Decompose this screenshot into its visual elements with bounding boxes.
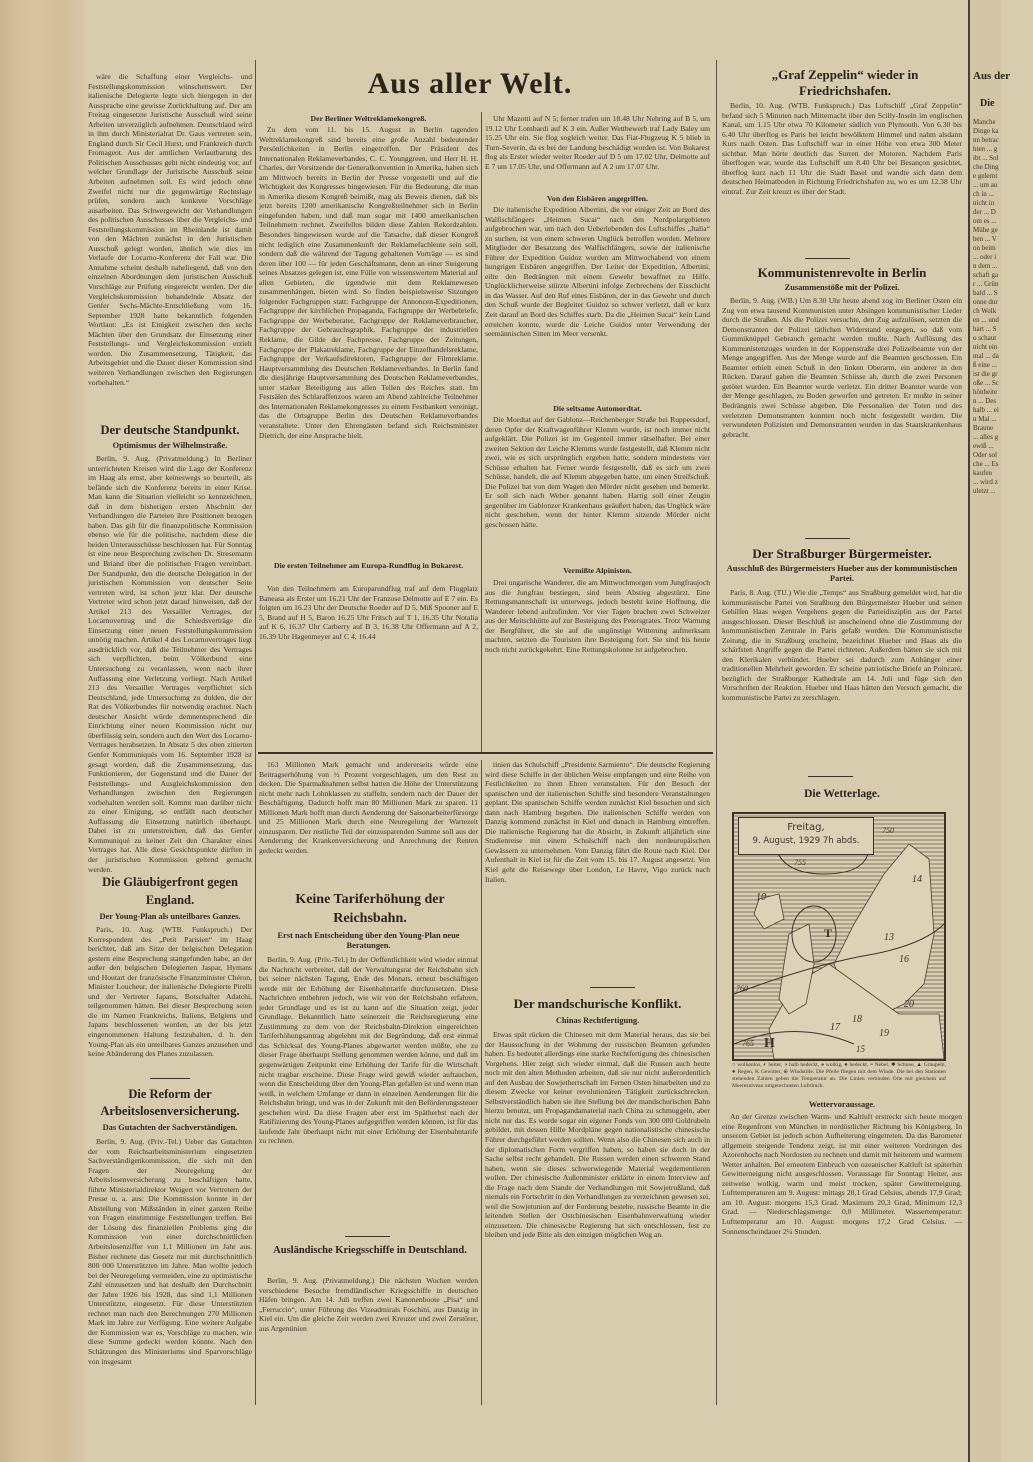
map-label: 755 <box>794 858 806 867</box>
article-body: Berlin, 9. Aug. (Privatmeldung.) Die nächsten Wochen werden verschiedene Besuche fremdländischer Kriegsschiffe in deutschen Häfen bringen. Am 14. Juli treffen zwei Kanonenboote „Pisa“ und „Ferruccio“, unter Führung des Vizeadmirals Foschini, aus Danzig in Kiel ein. Um die gleiche Zeit werden zwei Kreuzer und zwei Zerstörer, aus Argentinien <box>259 1276 478 1333</box>
separator-rule <box>805 538 850 539</box>
headline: Kommunistenrevolte in Berlin <box>757 265 927 280</box>
map-label: 750 <box>882 826 894 835</box>
headline: Keine Tariferhöhung der Reichsbahn. <box>295 892 445 926</box>
map-label: 18 <box>852 1014 862 1025</box>
subheadline: Der Young-Plan als unteilbares Ganzes. <box>99 912 241 921</box>
separator-rule <box>150 1078 190 1079</box>
map-label: 19 <box>879 1028 889 1039</box>
subheadline: Wettervoraussage. <box>808 1100 876 1109</box>
subheadline: Vermißte Alpinisten. <box>563 566 632 575</box>
headline: Der mandschurische Konflikt. <box>513 996 682 1011</box>
article-body: Uhr Mazotti auf N 5; ferner trafen um 18.48 Uhr Nehring auf B 5, um 19.12 Uhr Lombardi auf K 3 ein. Außer Wettbewerb traf Lady Baley um 15.25 Uhr ein. Sie flog sogleich weiter. Das Fiat-Flugzeug K 5 blieb in Turn-Severin, da es bei der Landung beschädigt worden ist. Von Bukarest flog als Erster wieder weiter Roeder auf D 5 um 17.02 Uhr, Delmotte auf E 7 um 17.05 Uhr, und Offermann auf A 2 um 17.07 Uhr. <box>485 114 710 171</box>
column-divider <box>255 60 256 1405</box>
column-divider <box>481 760 482 1405</box>
article-body: Berlin, 9. Aug. (Priv.-Tel.) Ueber das Gutachten der vom Reichsarbeitsministerium eingesetzten Sachverständigenkommission, die sich mit den Fragen der Neuregelung der Arbeitslosenversicherung zu beschäftigen hatte, führte Ministerialdirektor Weigert vor Vertretern der Presse u. a. aus: Die Kommission konnte in der Abstellung von Mißständen in einer ganzen Reihe von Fragen einstimmige Feststellungen treffen. Bei der Lösung des finanziellen Problems ging die Kommission von einer durchschnittlichen Arbeitslosenziffer von 1,1 Millionen im Jahr aus. Bisher rechnete das Gesetz nur mit durchschnittlich 800 000 Unterstützten im Jahre. Man wollte jedoch bei der Neuregelung vermeiden, eine zu optimistische Zahl einzusetzen und hat deshalb den Durchschnitt der Jahre 1926 bis 1928, das sind 1,1 Millionen Unterstützte, eingesetzt. Für diese Unterstützten rechnet man nach den Berechnungen 270 Millionen Mark im Jahre zur Verfügung. Eine weitere Aufgabe der Kommission war es, Vorschläge zu machen, wie diese Summe gedeckt werden könnte. Nach den Schätzungen des Ministeriums sind Sparvorschläge von insgesamt <box>88 1137 252 1366</box>
separator-rule <box>808 776 853 777</box>
subheadline: Chinas Rechtfertigung. <box>555 1016 640 1025</box>
subheadline: Erst nach Entscheidung über den Young-Plan neue Beratungen. <box>277 931 460 950</box>
article-body: Zu dem vom 11. bis 15. August in Berlin tagenden Weltreklamekongreß sind bereits eine große Anzahl bedeutender Persönlichkeiten in Berlin eingetroffen. Der Präsident des Internationalen Reklameverbandes, C. C. Younggreen, und Herr H. H. Charles, der Vorsitzende der Generalkonvention in Amerika, haben sich am Mittwoch bereits in Berlin der Presse vorgestellt und auf die Wichtigkeit des Kongresses hingewiesen. Für die Bedeutung, die man in Amerika diesem Kongreß beimißt, mag als Beweis dienen, daß bis jetzt bereits 1200 amerikanische Kongreßteilnehmer sich in Berlin eingefunden haben, und daß man sogar mit 1400 amerikanischen Teilnehmern rechnet. Zweifellos bilden diese Zahlen Rekordzahlen. Besonders hingewiesen wurde auf die Tatsache, daß dieser Kongreß nicht lediglich eine Zusammenkunft der Reklamefachleute sein soll, sondern daß die während der Tagung gehaltenen Vorträge — es sind deren über 100 — für jeden Geschäftsmann, denn an einer Steigerung seines Absatzes gelegen ist, eine Fülle von wissenswertem Material auf allen Gebieten, die irgendwie mit dem Reklamewesen zusammenhängen, bieten wird. So finden beispielsweise Sitzungen folgender Fachgruppen statt: Fachgruppe der Annoncen-Expeditionen, Fachgruppe der kirchlichen Propaganda, Fachgruppe der Werbebriefe, Fachgruppe der Werbeberater, Fachgruppe der Reklameverbraucher, Fachgruppe der Gebrauchsgraphik, Fachgruppe der industriellen Reklame, die Gilde der Fachpresse, Fachgruppe der Zeitungen, Fachgruppe der Plakatreklame, Fachgruppe der Einzelhandelsreklame, Fachgruppe der Verkaufsdirektoren, Fachgruppe der Filmreklame. Hauptversammlung des Deutschen Reklameverbandes. In Berlin fand die diesjährige Hauptversammlung des Deutschen Reklameverbandes, unter starker Beteiligung aus allen Teilen des Reiches statt. Im Festsälen des Schlaraffenzoos waren am Abend zahlreiche Teilnehmer des Internationalen Reklamekongresses zu einem Festbankett vereinigt, das die Ortsgruppe Berlin des Deutschen Reklameverbandes veranstaltete. Unter den Ehrengästen befand sich Reichsminister Dietrich, der eine Ansprache hielt. <box>259 125 478 440</box>
article-body: Berlin, 10. Aug. (WTB. Funkspruch.) Das Luftschiff „Graf Zeppelin“ befand sich 5 Minuten nach Mitternacht über den Scilly-Inseln im englischen Kanal, um 1.15 Uhr etwa 70 Kilometer südlich von Plymouth. Von 6.30 bis 6.40 Uhr überflog es Paris bei leicht bewölktem Himmel und nahm alsdann Kurs nach Osten. Das Luftschiff war in einer Höhe von etwa 300 Meter sichtbar. Man hörte deutlich das Surren der Motoren. Nachdem Paris überflogen war, wurde das Luftschiff um 8.40 Uhr bei Besançon gesichtet, überflog kurz nach 11 Uhr die Stadt Basel und wandte sich dann dem deutschen Heimatboden in Richtung Friedrichshafen zu, wo es um 12.38 Uhr eintraf. Zur Zeit kreuzt es über der Stadt. <box>722 101 962 196</box>
headline: Der Straßburger Bürgermeister. <box>752 546 932 561</box>
weather-headline: Die Wetterlage. <box>804 788 880 800</box>
section-rule <box>258 752 713 754</box>
column-divider <box>481 112 482 752</box>
column-divider <box>716 60 717 1405</box>
separator-rule <box>345 1236 390 1237</box>
headline: Der deutsche Standpunkt. <box>100 423 240 437</box>
adjacent-page-text: Manche Dinge kann betrachten ... gibt ... Solche Dinge gelernt ... um auch in ... nicht in der ... Dom es ... Mühe geben ... Von beim ... oder in dem ... schaft gar ... Grün bald ... Sonne durch Wolken ... und hart ... So schaut nicht einmal ... daß eine ... ist die große ... Schönheiten ... Deshalb ... ein Mal ... Braune ... alles gewiß ... Oder solche ... Es kaufen ... wird zuletzt ... <box>973 118 999 495</box>
article-body: Drei ungarische Wanderer, die am Mittwochmorgen vom Jungfraujoch aus die Jungfrau bestiegen, sind beim Abstieg abgestürzt. Eine Rettungsmannschaft ist unterwegs, jedoch besteht keine Hoffnung, die Wanderer lebend aufzufinden. Vor vier Tagen brachen zwei Schweizer aus der Meitschhütte auf zur Besteigung des Petersgrates. Trotz Warnung der Bergführer, die sie auf die ungünstige Witterung aufmerksam machten, setzten die Touristen ihre Besteigung fort. Sie sind bis heute noch nicht zurückgekehrt. Eine Rettungskolonne ist aufgebrochen. <box>485 578 710 654</box>
map-label: 15 <box>856 1044 865 1054</box>
headline: Die Reform der Arbeitslosenversicherung. <box>100 1087 240 1118</box>
map-label: 13 <box>884 932 894 943</box>
map-title-box <box>738 817 874 855</box>
map-label: 760 <box>736 984 748 993</box>
map-label: 14 <box>912 874 922 885</box>
article-body: Berlin, 9. Aug. (Priv.-Tel.) In der Oeffentlichkeit wird wieder einmal die Nachricht verbreitet, daß der Verwaltungsrat der Reichsbahn sich bei seiner nächsten Tagung, Ende des Monats, erneut beschäftigen werde mit der Erhöhung der Eisenbahntarife durchzusetzen. Diese Nachrichten entbehren jedoch, wie wir von der Reichsbahn erfahren, jeder Grundlage und es ist zu kann auf die Situation zeigt, jeder Grundlage. Bekanntlich hatte seinerzeit die Reichsregierung eine Zustimmung zu dem von der Reichsbahn-Direktion eingereichten Tariferhöhungsantrag abgelehnt mit der Begründung, daß erst einmal das Schicksal des Young-Planes abgewartet werden müßte, ehe zu dieser Frage überhaupt Stellung genommen werden könne, und daß im gegenwärtigen Zeitpunkt eine Erhöhung der Tarife für die Wirtschaft nicht tragbar erscheine. Diese Frage wird gewiß wieder auftauchen, wenn die Entscheidung über den Young-Plan gefallen ist und wenn man weiß, in welchem Umfange er dann in einzelnen Aenderungen für die Reichsbahn bringt, und was in der Zukunft mit den Beförderungssteuer geschehen wird. Da diese Fragen aber erst im Spätherbst nach der Ratifizierung des Young-Planes aufgegriffen werden können, ist für das laufende Jahr überhaupt nicht mit einer Erhöhung der Eisenbahntarife zu rechnen. <box>259 955 478 1146</box>
map-legend-caption: ○ wolkenlos, ◐ heiter, ◑ halb bedeckt, ◕ wolkig, ● bedeckt, ≡ Nebel, ✱ Schnee, ▲ Graupeln, ● Regen, K Gewitter, ⊕ Windstille. Die Pfeile fliegen mit dem Winde. Die bei den Stationen stehenden Zahlen geben die Temperatur an. Die Linien verbinden Orte mit gleichem auf Meeresniveau umgerechneten Luftdruck. <box>732 1062 946 1089</box>
subheadline: Optimismus der Wilhelmstraße. <box>112 441 228 450</box>
article-body: An der Grenze zwischen Warm- und Kaltluft erstreckt sich heute morgen eine Regenfront von München in nordöstlicher Richtung bis Königsberg. In unserem Gebiet ist jedoch schon Aufheiterung eingetreten. Da das Barometer allgemein steigende Tendenz zeigt, ist mit einer weiteren Vordringen des Azorenhochs nach Nordosten zu rechnen und damit mit heiterem und warmem Wetter anhalten. Bei erneutem Einbruch von ozeanischer Kaltluft ist späterhin Gewitterneigung nicht ausgeschlossen. Voraussage für Sonntag: Heiter, aus zeitweise wolkig, warm und meist trocken, später Gewitterneigung. Lufttemperaturen am 9. August: mittags 20,1 Grad Celsius, abends 17,9 Grad; am 10. August: morgens 15,3 Grad. Maximum 20,3 Grad, Minimum 12,3 Grad. — Niederschlagsmenge: 0,0 Millimeter. Wassertemperatur: Lufttemperatur am 10. August: morgens 17,2 Grad Celsius. — Sonnenscheindauer 2¼ Stunden. <box>722 1112 962 1236</box>
map-label: 17 <box>830 1022 840 1033</box>
map-label: 765 <box>742 1039 754 1048</box>
separator-rule <box>590 987 635 988</box>
low-pressure-marker: T <box>824 926 833 940</box>
subheadline: Das Gutachten der Sachverständigen. <box>102 1123 238 1132</box>
adjacent-page-edge <box>968 0 1010 1462</box>
headline: Ausländische Kriegsschiffe in Deutschland. <box>273 1245 467 1256</box>
subheadline: Die seltsame Automordtat. <box>553 404 642 413</box>
page-fold-margin <box>0 0 86 1462</box>
map-title-line2: 9. August, 1929 7h abds. <box>752 836 860 846</box>
article-body: Berlin, 9. Aug. (Privatmeldung.) In Berliner unterrichteten Kreisen wird die Lage der Konferenz im Haag als ernst, aber keineswegs so beurteilt, als befände sich die Konferenz bereits in einer Krise. Man kann die Situation vielleicht so kennzeichnen, daß in dem bisherigen ersten Abschnitt der Verhandlungen die Parteien ihre Positionen bezogen haben. Das gilt für die finanzpolitische Kommission ebenso wie für die politische, nachdem diese die beiden Unterausschüsse beschlossen hat. Für Sonntag ist eine neue Besprechung zwischen Dr. Stresemann und Briand über die politischen Fragen vereinbart. Der Standpunkt, den die deutsche Delegation in der juristischen Kommission von deutscher Seite vertreten wird, ist schon jetzt klar. Der deutsche Vertreter wird schon jetzt darauf hinweisen, daß der Artikel 213 des Versailler Vertrages, der Locarnovertrag und die Schiedsverträge die Einsetzung einer neuen Feststellungskommission unnötig machen. Artikel 4 des Locarnovertrages liegt ausdrücklich vor, daß die Teilnehmer des Vertrages sich verpflichten, beim Völkerbund eine Untersuchung zu veranlassen, wenn nach ihrer Auffassung eine Verletzung vorliegt. Nach Artikel 213 des Versailler Vertrages verpflichtet sich Deutschland, jede Untersuchung zu dulden, die der Rat des Völkerbundes für notwendig erachtet. Nach deutscher Ansicht würde demnentsprechend die Einrichtung einer neuen Kommission nicht nur überflüssig sein, sondern auch den Wert des Locarno-Vertrages herabsetzen. In Absatz 5 des oben zitierten Genfer Kommuniqués vom 16. September 1928 ist gesagt worden, daß die Zusammensetzung, das Funktionieren, der Gegenstand und die Dauer der Feststellungs- und Ausgleichskommission den Verhandlungen zwischen den Regierungen vorbehalten werden soll. Kommt man darüber nicht zu einer Einigung, so entfällt nach deutscher Auffassung die Einsetzung natürlich überhaupt. Dabei ist zu unterstreichen, daß das Genfer Kommuniqué zu keiner Zeit den Charakter eines Vertrages hat. Alle diese Gesichtspunkte dürften in der juristischen Kommission geltend gemacht werden. <box>88 454 252 874</box>
article-body: tinien das Schulschiff „Presidente Sarmiento“. Die deutsche Regierung wird diese Schiffe in der üblichen Weise empfangen und eine Reihe von Festlichkeiten zu ihren Ehren veranstalten. Für den Besuch der spanischen und der italienischen Schiffe sind besondere Veranstaltungen geplant. Die spanischen Schiffe werden zunächst Kiel besuchen und sich dann nach Hamburg begeben. Die italienischen Schiffe werden von Danzig kommend zunächst in Kiel und danach in Hamburg eintreffen. Die italienische Regierung hat die Absicht, in Zukunft alljährlich eine Studienreise mit einem Schulschiff nach den nordeuropäischen Gewässern zu unternehmen. Vom Danzig fährt die Route nach Kiel. Der Aufenthalt in Kiel ist für die Zeit vom 15. bis 17. August angesetzt. Von Kiel geht die Reisewege über London, Le Havre, Vigo zurück nach Italien. <box>485 760 710 884</box>
subheadline: Ausschluß des Bürgermeisters Hueber aus der kommunistischen Partei. <box>726 564 958 583</box>
subheadline: Von den Eisbären angegriffen. <box>547 194 648 203</box>
article-body: wäre die Schaffung einer Vergleichs- und Feststellungskommission wünschenswert. Der italienische Delegierte legte sich hiergegen in der Aussprache eine gewisse Zurückhaltung auf. Der am Freitag eingesetzte Juristische Ausschuß wird seine Arbeiten unverzüglich aufnehmen. Deutschland wird in ihm durch Ministerialrat Dr. Gaus vertreten sein, England durch Sir Cecil Hurst, und Frankreich durch Fromageot. Aus der amtlichen Verlautbarung des Politischen Ausschusses geht nicht eindeutig vor, auf welcher Grundlage der Juristische Ausschuß seine Arbeiten aufnehmen soll. Es wird jedoch ohne Zweifel nicht nur die gegenwärtige Rechtslage prüfen, sondern auch konkrete Vorschläge ausarbeiten. Das Schwergewicht der Verhandlungen des politischen Ausschusses über die Vergleichs- und Feststellungskommission im Rheinlande ist damit von den Mächten zunächst in den Juristischen Ausschuß gelegt worden, ähnlich wie dies im Verlaufe der Locarno-Konferenz der Fall war. Die Annahme scheint deshalb naheliegend, daß von den einzelnen Abordnungen dem juristischen Ausschuß Vorschläge zur Prüfung eingereicht werden. Der die Vergleichskommission behandelnde Absatz der Genfer Sechs-Mächte-Entschließung vom 16. September 1928 hatte bekanntlich folgenden Wortlaut: „Es ist Einigkeit zwischen den sechs Mächten über den Grundsatz der Einsetzung einer Feststellungs- und Vergleichskommission erzielt worden. Die Zusammensetzung, Tätigkeit, das Arbeitsgebiet und die Dauer dieser Kommission sind weiteren Verhandlungen zwischen den Regierungen vorbehalten.“ <box>88 72 252 387</box>
article-body: Etwas spät rücken die Chinesen mit dem Material heraus, das sie bei der Haussuchung in der Wohnung der russischen Beamten gefunden haben. Es bedeutet allerdings eine starke Rechtfertigung des chinesischen Vorgehens. Hier zeigt sich wieder einmal, daß die Russen auch heute noch mit den alten Methoden arbeiten, daß sie nur nicht außerordentlich auf den Ausbau der Sowjetherrschaft im Fernen Osten hinarbeiten und zu diesem Zwecke vor keiner revolutionären Tätigkeit zurückschrecken. Selbstverständlich haben sie ihre Stellung bei der mandschurischen Bahn hierzu benutzt, um Propagandamaterial nach China zu schmuggeln, aber nicht nur das. Es wurde sogar ein eigener Fonds von 300 000 Goldrubeln gebildet, mit dessen Hilfe Mordpläne gegen nationalistische chinesische Führer durchgeführt werden sollten. Wenn also die Chinesen sich auch in der diplomatischen Form vergriffen haben, so haben sie doch in der Sache selbst recht gehandelt. Die Russen werden einen schweren Stand haben, wenn sie dieses schwerwiegende Material wegdementieren wollen. Der chinesische Außenminister erklärte in einem Interview auf die Frage nach dem Stande der Verhandlungen mit Sowjetrußland, daß niemals ein Fortschritt in den Verhandlungen zu verzeichnen gewesen sei, weil die Sowjetunion auf der Forderung bestehe, russische Beamte in die leitenden Stellen der Ostchinesischen Eisenbahnverwaltung wieder einzusetzen. Die chinesische Regierung hat sich entschlossen, fest zu bleiben und jede Bitte als den einzigen möglichen Weg an. <box>485 1030 710 1240</box>
weather-map <box>732 812 946 1061</box>
map-title-line1: Freitag, <box>787 822 825 833</box>
separator-rule <box>805 258 850 259</box>
subheadline: Die ersten Teilnehmer am Europa-Rundflug in Bukarest. <box>273 561 464 570</box>
headline: Die Gläubigerfront gegen England. <box>102 875 238 907</box>
subheadline: Der Berliner Weltreklamekongreß. <box>310 114 427 123</box>
article-body: Paris, 8. Aug. (TU.) Wie die „Temps“ aus Straßburg gemeldet wird, hat die kommunistische Partei von Straßburg den Bürgermeister Hueber und seinen Gehilfen Haas wegen Vergehens gegen die Parteidisziplin aus der Partei ausgeschlossen. Dieser Beschluß ist anscheinend ohne die Zustimmung der kommunistischen Zentrale in Paris gefaßt worden. Die Kommunistische Zeitung, die in Straßburg erscheint, bezeichnet Hueber und Haas als die schärfsten Angriffe gegen die Partei richteten. Außerdem hätten sie sich mit den Klerikalen verbündet. Hueber sei dadurch zum Anhänger einer traditionellen Mehrheit geworden. Er scheine patriotische Briefe an Poincaré, bezüglich der Straßburger Kathedrale am 14. Juli und füge sich den Vorschriften der Reaktion. Hueber und Haas hätten den Versuch gemacht, die kommunistische Partei zu zerschlagen. <box>722 588 962 703</box>
subheadline: Zusammenstöße mit der Polizei. <box>784 283 900 292</box>
high-pressure-marker: H <box>764 1036 775 1051</box>
article-body: 163 Millionen Mark gemacht und andererseits würde eine Beitragserhöhung von ½ Prozent vorgeschlagen, um den Rest zu decken. Die Sparmaßnahmen selbst hatten die Höhe der Unterstützung nicht mehr nach Lohnklassen zu staffeln, sondern nach der Dauer der Beschäftigung. Dadurch hofft man 80 Millionen Mark zu sparen. 11 Millionen Mark hofft man durch Aenderung der Saisonarbeiterfürsorge und 25 Millionen Mark durch eine Neuregelung der Wartezeit einzusparen. Der restliche Teil der einzusparenden Summe soll aus der Aenderung der Krankenversicherung und Anrechnung der Renten gedeckt werden. <box>259 760 478 855</box>
article-body: Die italienische Expedition Albertini, die vor einiger Zeit an Bord des Walfischfängers „Heimen Sucai“ nach den Nordpolargebieten aufgebrochen war, um nach den Ueberlebenden des Luftschiffes „Italia“ zu suchen, ist von einem schweren Unglück betroffen worden. Mehrere Mitglieder der Besatzung des Walfischfängers, sowie der italienische Führer der Expedition Guidoz wurden am Mittwochabend von einem hungrigen Eisbären angegriffen. Der Leiter der Expedition, Albertini, eilte den Bedrängten mit einem Gewehr bewaffnet zu Hilfe. Unglücklicherweise stürzte Albertini infolge Zerbrechens der Eisschicht in das Wasser. Auf den Ruf eines Eisbären, der in das Gewehr und durch den Schuß wurde der Begleiter Guidoz so schwer verletzt, daß er kurz Zeit darauf an Bord des Schiffes starb. Da die „Heimen Sucai“ kein Land erreichen konnte, wurde die Leiche Guidos unter Verwendung der seemännischen Sitten im Meer versenkt. <box>485 205 710 339</box>
article-body: Von den Teilnehmern am Europarundflug traf auf dem Flugplatz Baneasa als Erster um 16.21 Uhr der Franzose Delmotte auf E 7 ein. Es folgten um 16.23 Uhr der Deutsche Roeder auf D 5, Miß Spooner auf E 5, Brand auf H 5, Baron 16.25 Uhr Fritsch auf T 1, 16.35 Uhr Notalia auf K 6, 16.37 Uhr Carberry auf B 3, 16.38 Uhr Offermann auf A 2, 16.39 Uhr Hagenmeyer auf C 4, 16.44 <box>259 584 478 641</box>
page-title: Aus aller Welt. <box>367 67 573 100</box>
adjacent-page-subheading: Die <box>980 98 995 109</box>
article-body: Die Mordtat auf der Gablonz—Reichenberger Straße bei Ruppersdorf, deren Opfer der Kraftwagenführer Klemm wurde, ist noch immer nicht aufgeklärt. Die Polizei ist im Gegenteil immer rätselhafter. Bei einer zweiten Sektion der Leiche Klemms wurde festgestellt, daß Klemm nicht zwei, wie es sich ursprünglich ergeben hatte, sondern mindestens vier Schüsse erhalten hat. Ferner wurde festgestellt, daß es sich um zwei Schüsse, handelt, die auf Klemm abgegeben hatte, um einen Streifschuß. Die Polizei hat von dem Wagen den Mörder nicht gesehen und bemerkt. Er soll sich nach Weber genannt haben. Hartig soll einer Zeugin gegenüber im Gablonzer Krankenhaus geäußert haben, das Unglück wäre nicht geschehen, wenn der hinter Klemm sitzende Mörder nicht geschossen hätte. <box>485 415 710 530</box>
article-body: Paris, 10. Aug. (WTB. Funkspruch.) Der Korrespondent des „Petit Parisien“ im Haag berichtet, daß am Sitze der belgischen Delegation gestern eine Besprechung stattgefunden habe, an der außer den belgischen Delegierten Jaspar, Hymans und Houtart der französische Finanzminister Chéron, Minister Loucheur, der italienische Delegierte Pirelli und der Vertreter Japans, Botschafter Adatchi, teilgenommen hätten. Bei dieser Besprechung seien die im Namen Frankreichs, Italiens, Belgiens und Japans beschlossenen worden, an der bis jetzt eingenommenen Haltung festzuhalten, d. h. den Young-Plan als ein unteilbares Ganzes anzusehen und keine Abänderung des Planes zuzulassen. <box>88 925 252 1059</box>
map-label: 10 <box>756 892 766 903</box>
map-label: 20 <box>904 999 914 1010</box>
article-body: Berlin, 9. Aug. (WB.) Um 8.30 Uhr heute abend zog im Berliner Osten ein Zug von etwa tausend Kommunisten unter Absingen kommunistischer Lieder durch die Straßen. Als die Polizei versuchte, den Zug aufzulösen, setzten die Demonstranten der Polizei tätlichen Widerstand entgegen, so daß vom Gummiknüppel Gebrauch gemacht werden mußte. Nach Auflösung des Kommunistenzuges wurden in der Koppenstraße drei Polizeibeamte von der Menge angegriffen. Aus der Menge wurde auf die Beamten geschossen. Ein Beamter erhielt einen Schuß in den linken Oberarm, ein anderer in den Rücken. Darauf gaben die Beamten Schüsse ab, durch die zwei Personen getötet wurden. Ein Beamter wurde verletzt. Ein dritter Beamter wurde von der Menge geschlagen, zu Boden geworfen und getreten. Er mußte in seiner Bedrängnis zwei Schüsse abgeben. Die Personalien der Toten und des verletzten Demonstranten konnten noch nicht festgestellt werden. Die verwundeten Polizisten und Demonstranten wurden in das Staatskrankenhaus gebracht. <box>722 296 962 439</box>
adjacent-page-heading: Aus der <box>973 70 1010 82</box>
headline: „Graf Zeppelin“ wieder in Friedrichshafen. <box>771 67 919 98</box>
map-label: 16 <box>899 954 909 965</box>
